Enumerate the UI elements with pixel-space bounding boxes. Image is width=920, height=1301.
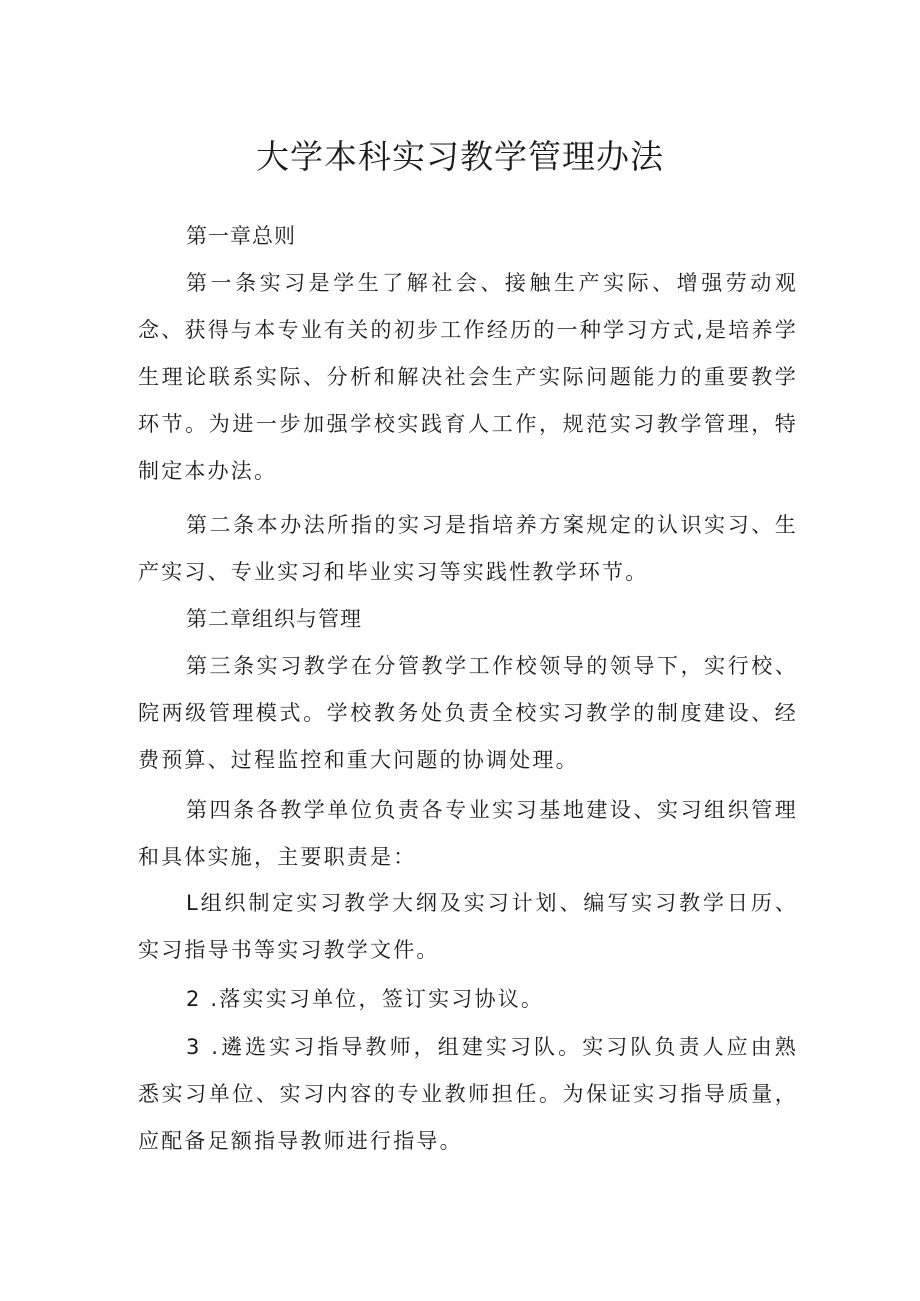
document-title: 大学本科实习教学管理办法 bbox=[256, 137, 664, 176]
article-2-paragraph: 第二条本办法所指的实习是指培养方案规定的认识实习、生产实习、专业实习和毕业实习等实践性教学环节。 bbox=[138, 513, 798, 584]
article-4-paragraph: 第四条各教学单位负责各专业实习基地建设、实习组织管理和具体实施，主要职责是： bbox=[138, 798, 798, 869]
list-item-3: 3 .遴选实习指导教师，组建实习队。实习队负责人应由熟悉实习单位、实习内容的专业教师担任。为保证实习指导质量，应配备足额指导教师进行指导。 bbox=[138, 1035, 798, 1153]
chapter-1-heading: 第一章总则 bbox=[186, 224, 296, 248]
list-item-1: L组织制定实习教学大纲及实习计划、编写实习教学日历、实习指导书等实习教学文件。 bbox=[138, 891, 798, 962]
chapter-2-heading: 第二章组织与管理 bbox=[186, 607, 362, 631]
list-item-2: 2 .落实实习单位，签订实习协议。 bbox=[186, 987, 545, 1011]
article-3-paragraph: 第三条实习教学在分管教学工作校领导的领导下，实行校、院两级管理模式。学校教务处负责全校实习教学的制度建设、经费预算、过程监控和重大问题的协调处理。 bbox=[138, 654, 798, 772]
article-1-paragraph: 第一条实习是学生了解社会、接触生产实际、增强劳动观念、获得与本专业有关的初步工作经历的一种学习方式,是培养学生理论联系实际、分析和解决社会生产实际问题能力的重要教学环节。为进一步加强学校实践育人工作，规范实习教学管理，特制定本办法。 bbox=[138, 271, 798, 483]
